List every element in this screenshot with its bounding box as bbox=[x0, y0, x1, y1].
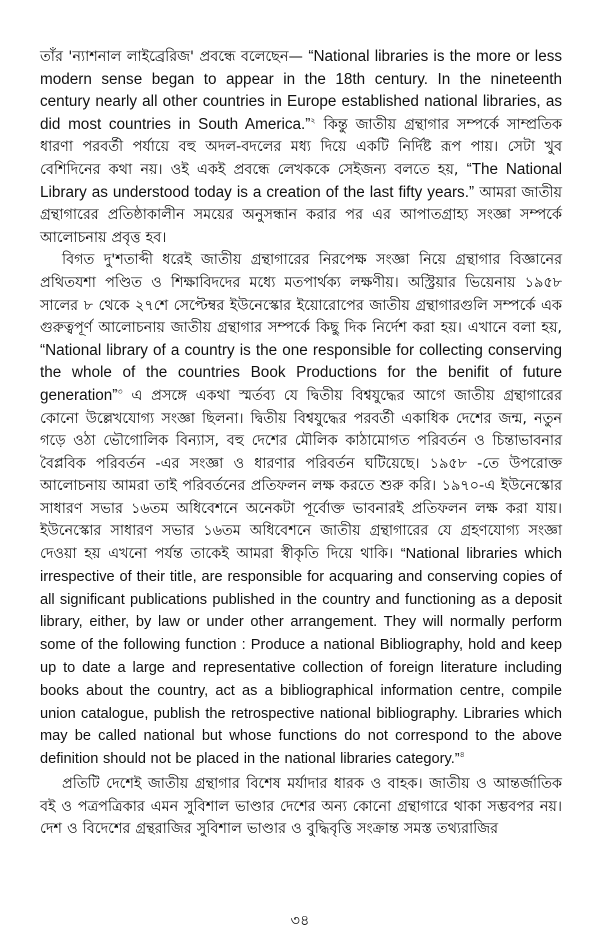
paragraph-intro-tail: কিন্তু জাতীয় গ্রন্থাগার সম্পর্কে সাম্প্রতিক ধারণা পরবর্তী পর্যায়ে বহু অদল-বদলের মধ্য দিয়ে একটি নির্দিষ্ট রূপ পায়। সেটা খুব বেশিদিনের কথা নয়। ওই একই প্রবন্ধে লেখককে সেইজন্য বলতে হয়, bbox=[40, 116, 562, 178]
paragraph-national-library-status bbox=[40, 773, 562, 841]
quote-unesco-definition: “National libraries which irrespective of their title, are responsible for acquaring and conserving copies of all significant publications published in the country and functioning as a deposit library, either, by law or under other arrangement. They will normally perform some of the following function : Produce a national Bibliography, hold and keep up to date a large and representative collection of foreign literature including books about the country, act as a bibliographical information centre, compile union catalogue, publish the retrospective national bibliography. Libraries which may be called national but whose functions do not correspond to the above definition should not be placed in the national libraries category.” bbox=[40, 546, 562, 768]
paragraph-status-text: প্রতিটি দেশেই জাতীয় গ্রন্থাগার বিশেষ মর্যাদার ধারক ও বাহক। জাতীয় ও আন্তর্জাতিক বই ও পত্রপত্রিকার এমন সুবিশাল ভাণ্ডার দেশের অন্য কোনো গ্রন্থাগারে থাকা সম্ভবপর নয়। দেশ ও বিদেশের গ্রন্থরাজির সুবিশাল ভাণ্ডার ও বুদ্ধিবৃত্তি সংক্রান্ত সমস্ত তথ্যরাজির bbox=[40, 776, 562, 838]
paragraph-intro-lead: তাঁর 'ন্যাশনাল লাইব্রেরিজ' প্রবন্ধে বলেছেন— bbox=[40, 49, 309, 65]
paragraph-intro-tail-2: আমরা জাতীয় গ্রন্থাগারের প্রতিষ্ঠাকালীন সময়ের অনুসন্ধান করার পর এর আপাতগ্রাহ্য সংজ্ঞা সম্পর্কে আলোচনায় প্রবৃত্ত হব। bbox=[40, 184, 562, 246]
quote-last-fifty-years: “The National Library as understood today is a creation of the last fifty years.” bbox=[40, 160, 562, 201]
paragraph-definitions-lead: বিগত দু'শতাব্দী ধরেই জাতীয় গ্রন্থাগারের নিরপেক্ষ সংজ্ঞা নিয়ে গ্রন্থাগার বিজ্ঞানের প্রথিতযশা পণ্ডিত ও শিক্ষাবিদদের মধ্যে মতপার্থক্য লক্ষণীয়। অস্ট্রিয়ার ভিয়েনায় ১৯৫৮ সালের ৮ থেকে ২৭শে সেপ্টেম্বর ইউনেস্কোর ইয়োরোপের জাতীয় গ্রন্থাগারগুলি সম্পর্কে এক গুরুত্বপূর্ণ আলোচনায় জাতীয় গ্রন্থাগার সম্পর্কে কিছু দিক নির্দেশ করা হয়। এখানে বলা হয়, bbox=[40, 252, 562, 337]
page-number: ৩৪ bbox=[290, 912, 310, 929]
quote-national-libraries-history: “National libraries is the more or less modern sense began to appear in the 18th century. In the nineteenth century nearly all other countries in Europe established national libraries, as did most countries in South America.” bbox=[40, 48, 563, 133]
quote-vienna-definition: “National library of a country is the one responsible for collecting conserving the whole of the countries Book Productions for the benifit of future generation” bbox=[40, 341, 562, 404]
footnote-ref-4: ৪ bbox=[459, 750, 465, 760]
paragraph-intro bbox=[40, 46, 562, 249]
footnote-ref-3: ৩ bbox=[117, 387, 123, 397]
paragraph-definitions bbox=[40, 249, 562, 771]
footnote-ref-2: ২ bbox=[310, 115, 316, 125]
paragraph-definitions-tail: এ প্রসঙ্গে একথা স্মর্তব্য যে দ্বিতীয় বিশ্বযুদ্ধের আগে জাতীয় গ্রন্থাগারের কোনো উল্লেখযোগ্য সংজ্ঞা ছিলনা। দ্বিতীয় বিশ্বযুদ্ধের পরবর্তী একাধিক দেশের জন্ম, নতুন গড়ে ওঠা ভৌগোলিক বিন্যাস, বহু দেশের মৌলিক কাঠামোগত পরিবর্তন ও চিন্তাভাবনার বৈপ্লবিক পরিবর্তন -এর সংজ্ঞা ও ধারণার পরিবর্তন ঘটিয়েছে। ১৯৫৮ -তে উপরোক্ত আলোচনায় আমরা তাই পরিবর্তনের প্রতিফলন লক্ষ করতে শুরু করি। ১৯৭০-এ ইউনেস্কোর সাধারণ সভার ১৬তম অধিবেশনে অনেকটা পূর্বোক্ত ভাবনারই প্রতিফলন লক্ষ করা যায়। ইউনেস্কোর সাধারণ সভার ১৬তম অধিবেশনে জাতীয় গ্রন্থাগারের যে গ্রহণযোগ্য সংজ্ঞা দেওয়া হয় এখনো পর্যন্ত তাকেই আমরা স্বীকৃতি দিয়ে থাকি। bbox=[40, 387, 562, 563]
